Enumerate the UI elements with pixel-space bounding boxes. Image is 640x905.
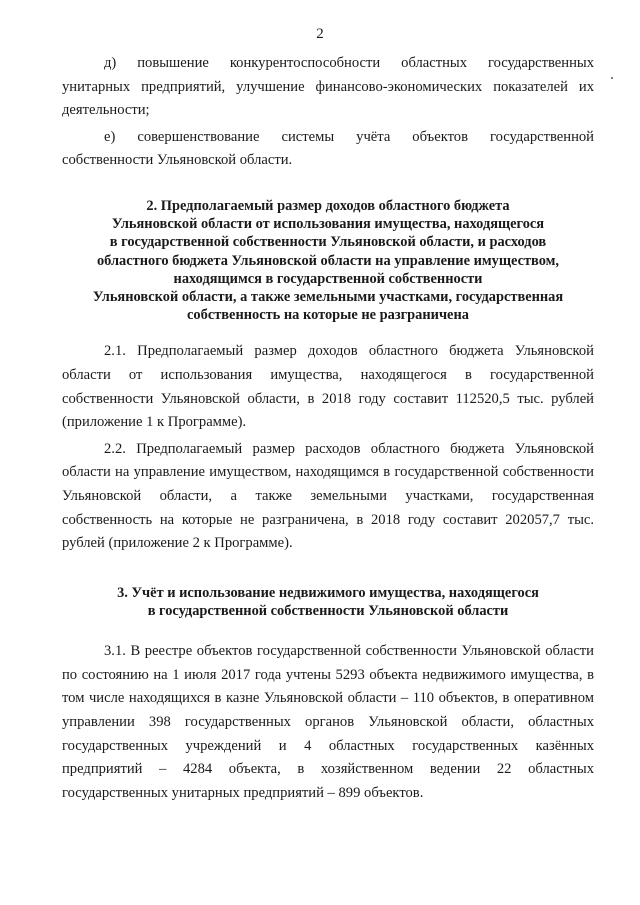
document-body	[62, 52, 594, 805]
heading-line: находящимся в государственной собственности	[173, 270, 483, 287]
heading-line: областного бюджета Ульяновской области на управление имуществом,	[96, 252, 560, 269]
heading-line: собственность на которые не разграничена	[187, 307, 469, 324]
heading-line: в государственной собственности Ульяновской области	[147, 602, 509, 619]
paragraph-2-2: 2.2. Предполагаемый размер расходов областного бюджета Ульяновской области на управление имуществом, находящимся в государственной собственности Ульяновской области, а также земельными участками, государственная собственность на которые не разграничена, в 2018 году составит 202057,7 тыс. рублей (приложение 2 к Программе).	[62, 440, 594, 552]
paragraph-2-1: 2.1. Предполагаемый размер доходов областного бюджета Ульяновской области от использования имущества, находящегося в государственной собственности Ульяновской области, в 2018 году составит 112520,5 тыс. рублей (приложение 1 к Программе).	[62, 343, 594, 431]
scan-speck	[611, 77, 613, 79]
heading-line: 2. Предполагаемый размер доходов областного бюджета	[146, 197, 510, 214]
heading-line: Ульяновской области, а также земельными участками, государственная	[92, 288, 564, 305]
paragraph-d: д) повышение конкурентоспособности областных государственных унитарных предприятий, улучшение финансово-экономических показателей их деятельности;	[62, 55, 594, 119]
paragraph-3-1: 3.1. В реестре объектов государственной собственности Ульяновской области по состоянию на 1 июля 2017 года учтены 5293 объекта недвижимого имущества, в том числе находящихся в казне Ульяновской области – 110 объектов, в оперативном управлении 398 государственных органов Ульяновской области, областных государственных учреждений и 4 областных государственных казённых предприятий – 4284 объекта, в хозяйственном ведении 22 областных государственных унитарных предприятий – 899 объектов.	[62, 643, 594, 801]
section-3-heading	[62, 584, 594, 620]
paragraph-e: е) совершенствование системы учёта объектов государственной собственности Ульяновской области.	[62, 128, 594, 169]
section-2-heading	[62, 197, 594, 324]
heading-line: 3. Учёт и использование недвижимого имущества, находящегося	[117, 584, 539, 601]
page-number: 2	[316, 26, 324, 42]
heading-line: Ульяновской области от использования имущества, находящегося	[111, 216, 545, 233]
heading-line: в государственной собственности Ульяновской области, и расходов	[109, 234, 547, 251]
